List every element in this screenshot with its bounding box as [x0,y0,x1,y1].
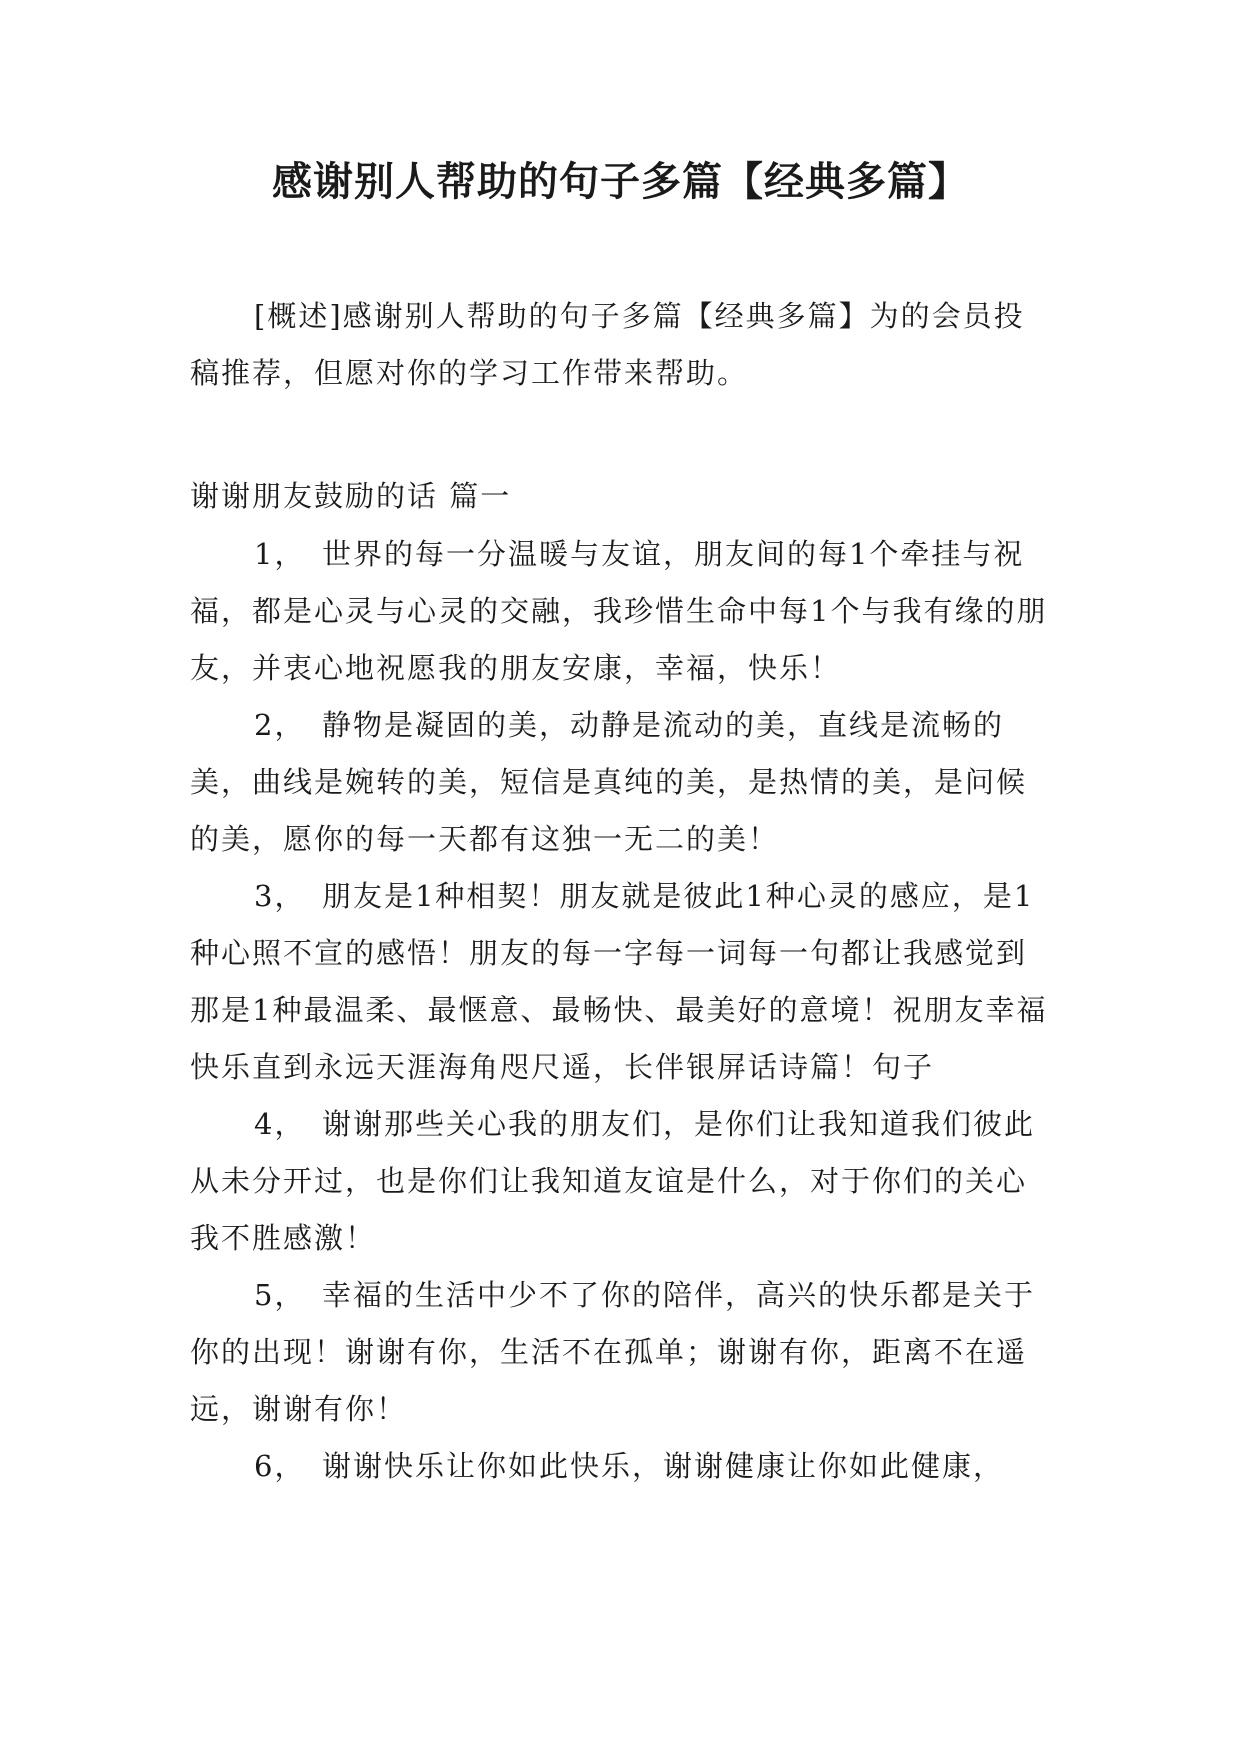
list-item: 6， 谢谢快乐让你如此快乐，谢谢健康让你如此健康， [254,1449,1004,1483]
section-heading: 谢谢朋友鼓励的话 篇一 [190,479,512,513]
page-title: 感谢别人帮助的句子多篇【经典多篇】 [272,159,969,205]
list-item: 2， 静物是凝固的美，动静是流动的美，直线是流畅的美，曲线是婉转的美，短信是真纯的美，是热情的美，是问候的美，愿你的每一天都有这独一无二的美！ [190,708,1028,856]
list-item: 5， 幸福的生活中少不了你的陪伴，高兴的快乐都是关于你的出现！谢谢有你，生活不在孤单；谢谢有你，距离不在遥远，谢谢有你！ [190,1278,1035,1426]
list-item: 1， 世界的每一分温暖与友谊，朋友间的每1个牵挂与祝福，都是心灵与心灵的交融，我珍惜生命中每1个与我有缘的朋友，并衷心地祝愿我的朋友安康，幸福，快乐！ [190,537,1048,685]
item-list [190,526,1050,1495]
summary-paragraph: [概述]感谢别人帮助的句子多篇【经典多篇】为的会员投稿推荐，但愿对你的学习工作带来帮助。 [190,299,1025,390]
list-item: 3， 朋友是1种相契！朋友就是彼此1种心灵的感应，是1种心照不宣的感悟！朋友的每一字每一词每一句都让我感觉到那是1种最温柔、最惬意、最畅快、最美好的意境！祝朋友幸福快乐直到永远天涯海角咫尺遥，长伴银屏话诗篇！句子 [190,879,1048,1084]
list-item: 4， 谢谢那些关心我的朋友们，是你们让我知道我们彼此从未分开过，也是你们让我知道友谊是什么，对于你们的关心我不胜感激！ [190,1107,1035,1255]
